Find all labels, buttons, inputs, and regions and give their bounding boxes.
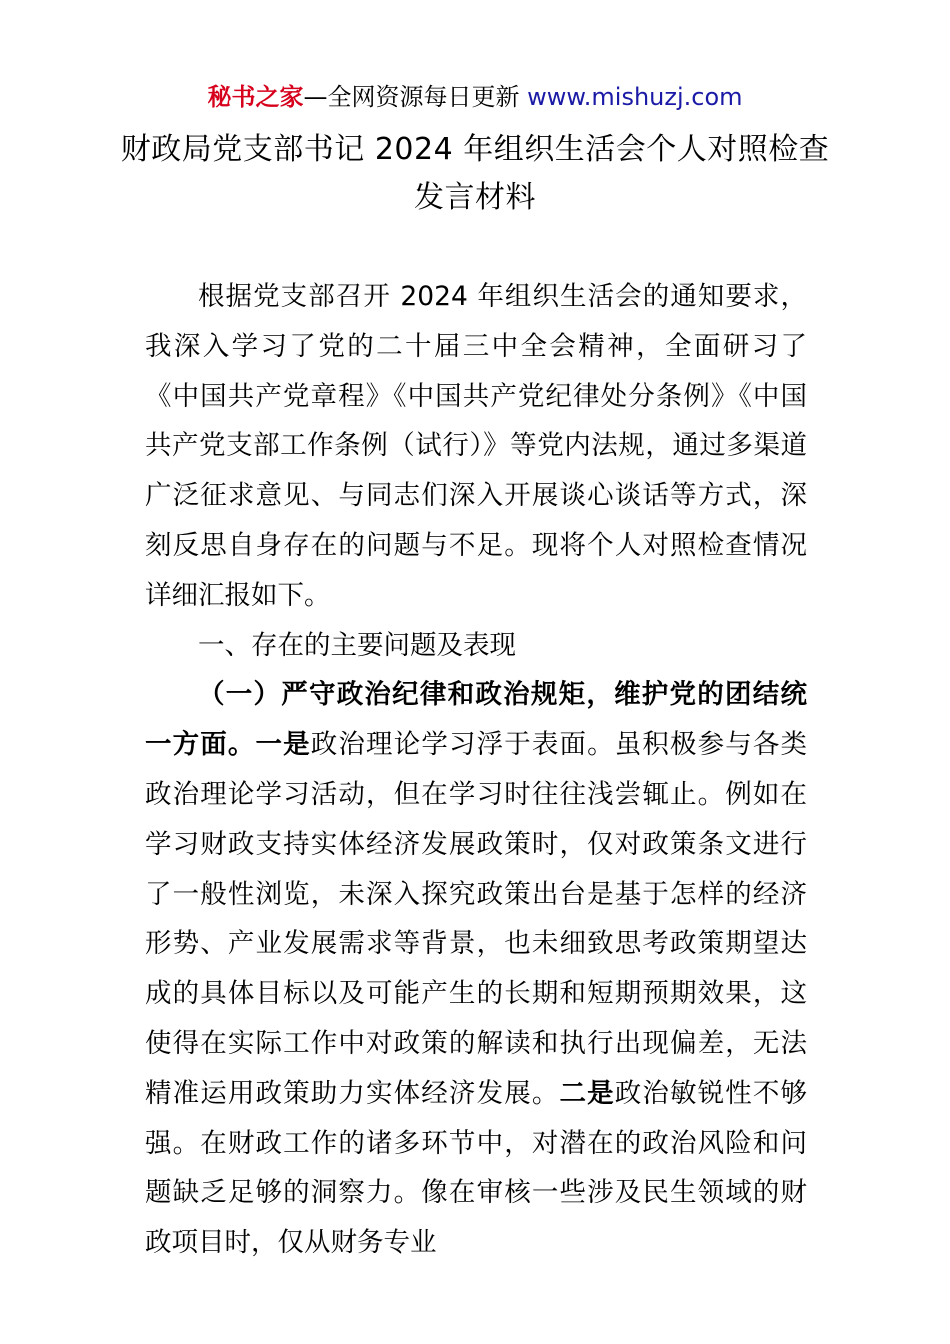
point-two-text: 政治敏锐性不够强。在财政工作的诸多环节中，对潜在的政治风险和问题缺乏足够的洞察力。像在审核一些涉及民生领域的财政项目时，仅从财务专业 (145, 1077, 808, 1259)
section-heading: 一、存在的主要问题及表现 (198, 629, 516, 661)
point-one-label: 一是 (255, 729, 311, 761)
document-title: 财政局党支部书记 2024 年组织生活会个人对照检查发言材料 (120, 132, 830, 215)
header-slogan: —全网资源每日更新 (303, 83, 528, 111)
point-one-text: 政治理论学习浮于表面。虽积极参与各类政治理论学习活动，但在学习时往往浅尝辄止。例如在学习财政支持实体经济发展政策时，仅对政策条文进行了一般性浏览，未深入探究政策出台是基于怎样的经济形势、产业发展需求等背景，也未细致思考政策期望达成的具体目标以及可能产生的长期和短期预期效果，这使得在实际工作中对政策的解读和执行出现偏差，无法精准运用政策助力实体经济发展。 (145, 729, 808, 1109)
brand-name: 秘书之家 (207, 83, 304, 111)
intro-paragraph: 根据党支部召开 2024 年组织生活会的通知要求，我深入学习了党的二十届三中全会精神，全面研习了《中国共产党章程》《中国共产党纪律处分条例》《中国共产党支部工作条例（试行）》等党内法规，通过多渠道广泛征求意见、与同志们深入开展谈心谈话等方式，深刻反思自身存在的问题与不足。现将个人对照检查情况详细汇报如下。 (145, 281, 807, 611)
site-url-link[interactable]: www.mishuzj.com (527, 83, 743, 111)
site-header (0, 80, 950, 114)
document-body (145, 272, 807, 1268)
subsection-heading: （一）严守政治纪律和政治规矩，维护党的团结统一方面。 (145, 679, 807, 761)
point-two-label: 二是 (559, 1077, 615, 1109)
subsection-paragraph (145, 670, 807, 1268)
